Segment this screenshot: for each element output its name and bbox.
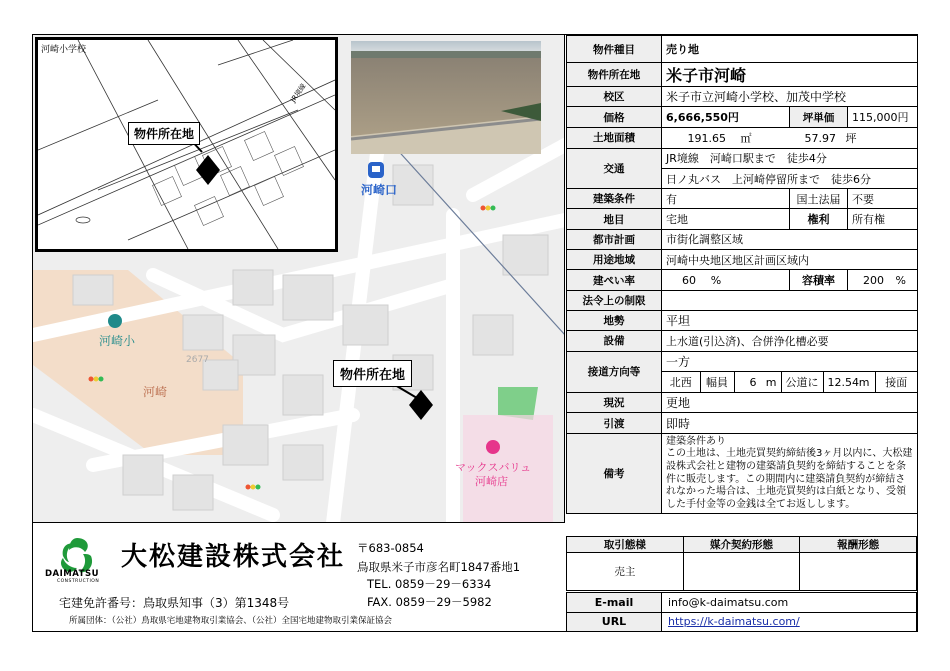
price-label: 価格 (567, 107, 662, 128)
logo-wordmark: DAIMATSU (45, 569, 99, 579)
rights-label: 権利 (790, 209, 848, 229)
bcr-label: 建ぺい率 (567, 270, 662, 290)
area-sqm: 191.65 (687, 131, 726, 145)
inset-map (35, 37, 338, 252)
school-label: 河崎小 (99, 334, 136, 348)
road-label: 接道方向等 (567, 351, 662, 393)
transaction-table (566, 536, 917, 591)
road-frontage-unit: m (858, 375, 870, 389)
road-contact-label: 接面 (885, 376, 908, 389)
far-label: 容積率 (790, 270, 848, 290)
block-number: 2677 (186, 355, 209, 365)
company-block (33, 524, 565, 631)
mediation-contract-value (683, 553, 800, 591)
handover-label: 引渡 (567, 413, 662, 433)
road-width-label: 幅員 (700, 372, 734, 392)
tsubo-price-value: 115,000円 (848, 107, 918, 128)
fee-type-label: 報酬形態 (800, 537, 917, 553)
road-direction: 北西 (662, 372, 700, 392)
remarks-label: 備考 (567, 433, 662, 514)
email-link[interactable]: info@k-daimatsu.com (662, 593, 917, 613)
type-value: 売り地 (662, 36, 918, 63)
terrain-value: 平坦 (662, 310, 918, 330)
tsubo-price-label: 坪単価 (790, 107, 848, 128)
area-tsubo-unit: 坪 (845, 131, 857, 145)
handover-value: 即時 (662, 413, 918, 433)
property-label: 物件所在地 (333, 360, 412, 387)
price-value: 6,666,550円 (662, 107, 790, 128)
district-label: 河崎 (143, 385, 168, 399)
bcr-unit: % (710, 273, 722, 287)
postal-code: 〒683-0854 (357, 541, 424, 555)
building-condition-value: 有 (662, 189, 790, 209)
website-link[interactable]: https://k-daimatsu.com/ (668, 615, 800, 629)
associations: 所属団体：（公社）鳥取県宅地建物取引業協会、（公社）全国宅地建物取引業保証協会 (69, 616, 393, 626)
inset-rail-label: JR境線 (289, 82, 308, 104)
road-detail-table (662, 372, 917, 392)
legal-restriction-value (662, 290, 918, 310)
zoning-label: 用途地域 (567, 250, 662, 270)
facilities-value: 上水道(引込済)、合併浄化槽必要 (662, 331, 918, 351)
type-label: 物件種目 (567, 36, 662, 63)
road-frontage-value: 12.54 (827, 375, 859, 389)
company-tel: TEL. 0859－29－6334 (367, 577, 492, 591)
area-label: 土地面積 (567, 128, 662, 148)
license-number: 宅建免許番号：鳥取県知事（3）第1348号 (59, 596, 290, 610)
terrain-label: 地勢 (567, 310, 662, 330)
zoning-value: 河崎中央地区地区計画区域内 (662, 250, 918, 270)
city-plan-value: 市街化調整区域 (662, 229, 918, 249)
rights-value: 所有権 (848, 209, 918, 229)
land-category-label: 地目 (567, 209, 662, 229)
area-sqm-unit: ㎡ (740, 131, 752, 145)
area-tsubo: 57.97 (804, 131, 836, 145)
logo-subtitle: CONSTRUCTION (57, 579, 100, 584)
inset-school-label: 河崎小学校 (41, 45, 87, 55)
fee-type-value (800, 553, 917, 591)
company-name: 大松建設株式会社 (121, 542, 346, 572)
road-width-value: 6 (749, 375, 757, 389)
national-land-value: 不要 (848, 189, 918, 209)
property-spec-table (566, 35, 918, 514)
national-land-label: 国土法届 (790, 189, 848, 209)
property-photo (351, 41, 541, 154)
inset-property-label: 物件所在地 (128, 122, 200, 145)
status-value: 更地 (662, 393, 918, 413)
company-fax: FAX. 0859－29－5982 (367, 595, 492, 609)
transaction-mode-label: 取引態様 (567, 537, 684, 553)
transport-line-1: JR境線 河崎口駅まで 徒歩4分 (662, 148, 918, 168)
mediation-contract-label: 媒介契約形態 (683, 537, 800, 553)
bcr-value: 60 (682, 273, 696, 287)
road-width-unit: m (765, 375, 777, 389)
legal-restriction-label: 法令上の制限 (567, 290, 662, 310)
store-label-sub: 河崎店 (475, 475, 508, 488)
store-label: マックスバリュ (455, 461, 532, 474)
road-type: 一方 (662, 351, 918, 371)
location-label: 物件所在地 (567, 63, 662, 87)
city-plan-label: 都市計画 (567, 229, 662, 249)
company-address: 鳥取県米子市彦名町1847番地1 (357, 560, 521, 574)
far-unit: % (895, 273, 906, 287)
location-value: 米子市河崎 (662, 63, 918, 87)
location-map (33, 35, 565, 523)
contact-table (566, 592, 917, 632)
school-district-value: 米子市立河崎小学校、加茂中学校 (662, 87, 918, 107)
status-label: 現況 (567, 393, 662, 413)
far-value: 200 (863, 273, 884, 287)
remarks-value: 建築条件あり この土地は、土地売買契約締結後3ヶ月以内に、大松建設株式会社と建物の建築請負契約を締結することを条件に販売します。この期間内に建築請負契約が締結されなかった場合は、土地売買契約は白紙となり、受領した手付金等の金銭は全てお返しします。 (662, 433, 918, 514)
url-label: URL (567, 612, 662, 632)
email-label: E-mail (567, 593, 662, 613)
school-district-label: 校区 (567, 87, 662, 107)
land-category-value: 宅地 (662, 209, 790, 229)
station-label: 河崎口 (361, 183, 398, 197)
building-condition-label: 建築条件 (567, 189, 662, 209)
transaction-mode-value: 売主 (567, 553, 684, 591)
facilities-label: 設備 (567, 331, 662, 351)
road-public-label: 公道に (781, 372, 823, 392)
transport-label: 交通 (567, 148, 662, 189)
transport-line-2: 日ノ丸バス 上河崎停留所まで 徒歩6分 (662, 168, 918, 188)
